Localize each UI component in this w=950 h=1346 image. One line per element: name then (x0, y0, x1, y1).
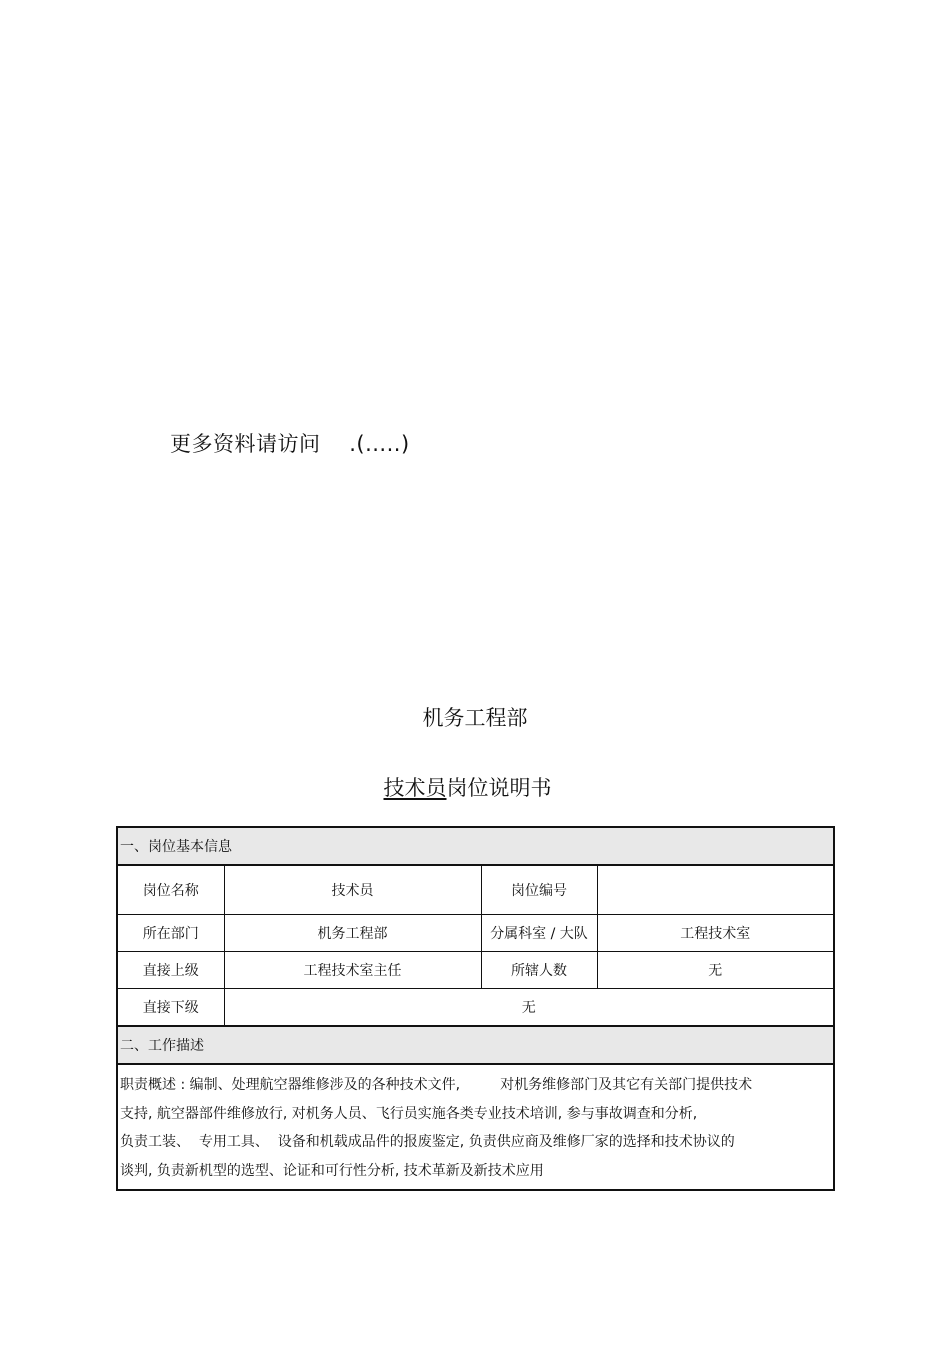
department-title: 机务工程部 (422, 706, 528, 730)
table-row (117, 952, 834, 989)
document-title-position: 技术员 (383, 776, 447, 800)
office-value: 工程技术室 (597, 915, 834, 952)
headcount-value: 无 (597, 952, 834, 989)
direct-subordinate-label: 直接下级 (117, 989, 224, 1027)
document-title-suffix: 岗位说明书 (446, 776, 552, 800)
direct-subordinate-value: 无 (224, 989, 834, 1027)
table-row (117, 1064, 834, 1190)
description-line: 职责概述 : 编制、处理航空器维修涉及的各种技术文件, 对机务维修部门及其它有关部门提供技术 (120, 1077, 753, 1093)
visit-notice: 更多资料请访问 .(.....) (170, 432, 410, 456)
description-line: 支持, 航空器部件维修放行, 对机务人员、飞行员实施各类专业技术培训, 参与事故调查和分析, (120, 1105, 698, 1122)
department-label: 所在部门 (117, 915, 224, 952)
headcount-label: 所辖人数 (481, 952, 597, 989)
table-row (117, 865, 834, 915)
office-label: 分属科室 / 大队 (481, 915, 597, 952)
section-work-description-heading: 二、工作描述 (117, 1026, 834, 1064)
direct-superior-value: 工程技术室主任 (224, 952, 481, 989)
job-description-table (116, 826, 835, 1191)
direct-superior-label: 直接上级 (117, 952, 224, 989)
description-line: 负责工装、 专用工具、 设备和机载成品件的报废鉴定, 负责供应商及维修厂家的选择和技术协议的 (120, 1134, 735, 1150)
section-work-description-row (117, 1026, 834, 1064)
section-basic-info-row (117, 827, 834, 865)
table-row (117, 989, 834, 1027)
position-name-label: 岗位名称 (117, 865, 224, 915)
work-description-text (117, 1064, 834, 1190)
table-row (117, 915, 834, 952)
department-value: 机务工程部 (224, 915, 481, 952)
position-number-label: 岗位编号 (481, 865, 597, 915)
section-basic-info-heading: 一、岗位基本信息 (117, 827, 834, 865)
position-name-value: 技术员 (224, 865, 481, 915)
document-title (0, 772, 935, 802)
description-line: 谈判, 负责新机型的选型、论证和可行性分析, 技术革新及新技术应用 (120, 1162, 544, 1179)
position-number-value (597, 865, 834, 915)
